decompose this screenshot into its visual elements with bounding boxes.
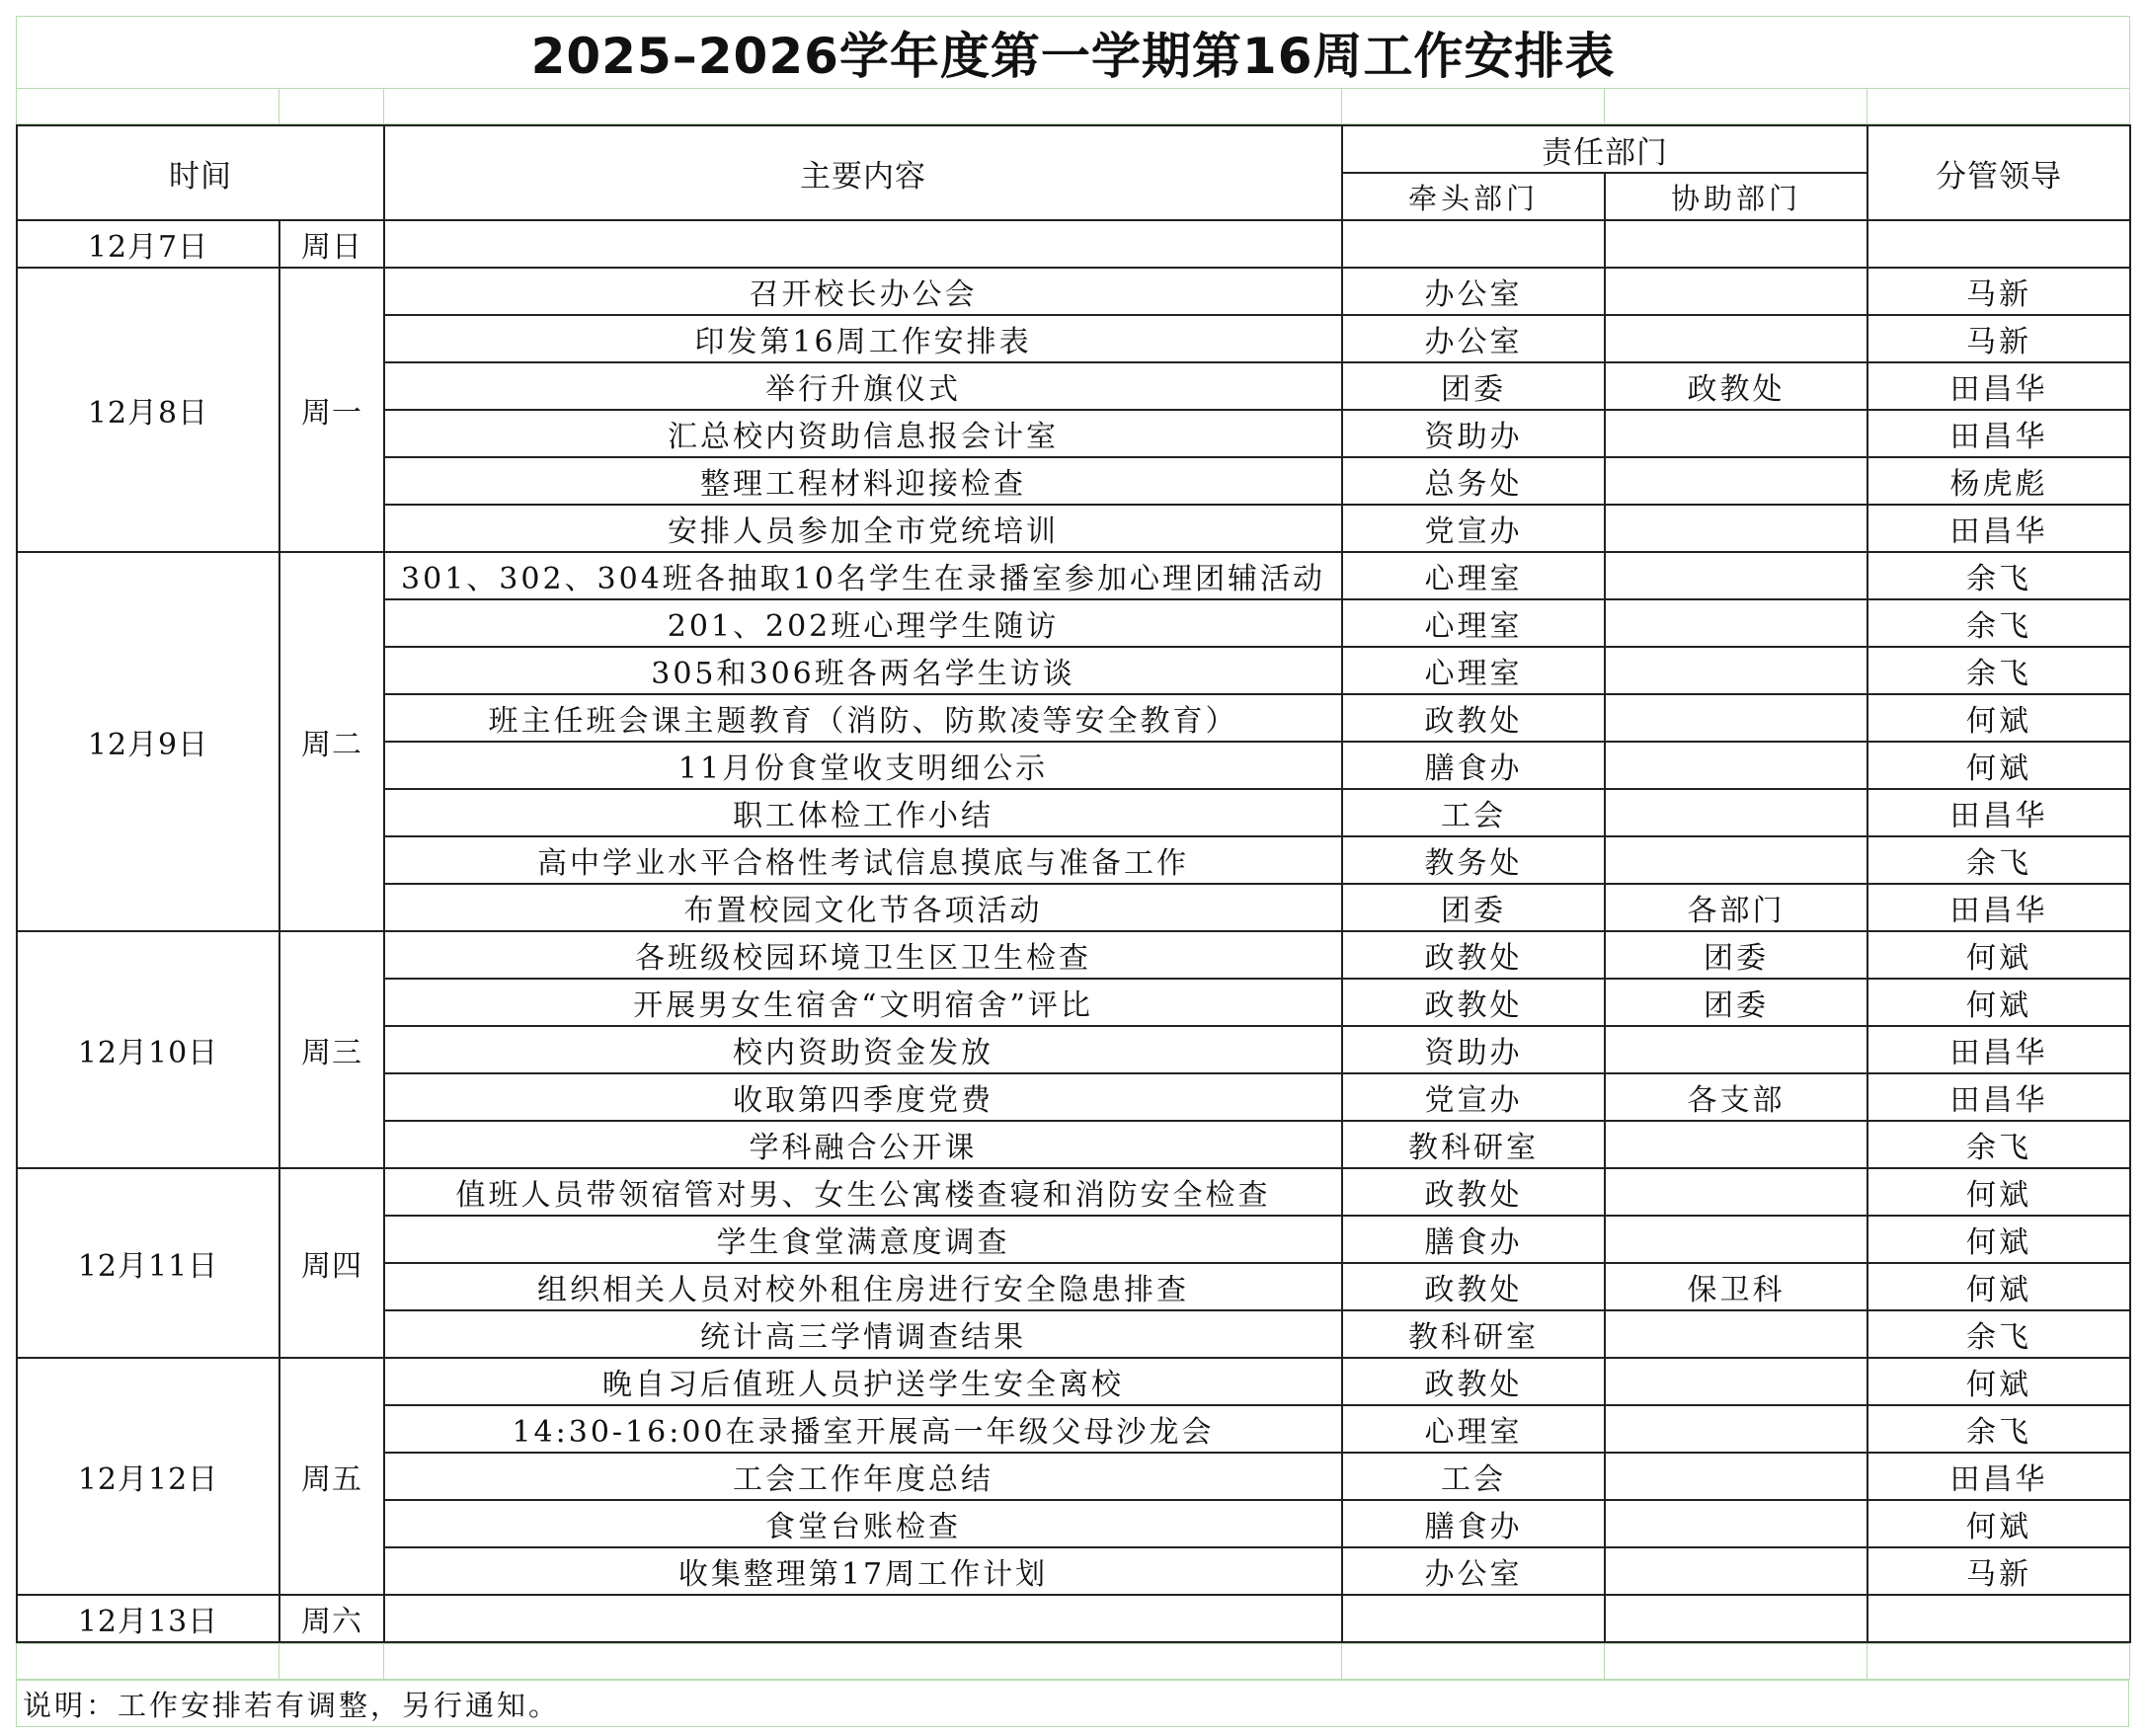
- task-content-cell: 校内资助资金发放: [384, 1026, 1342, 1073]
- task-content-cell: 组织相关人员对校外租住房进行安全隐患排查: [384, 1263, 1342, 1310]
- leader-cell: 田昌华: [1867, 884, 2130, 931]
- blank-cell: [1605, 89, 1867, 124]
- task-content-cell: [384, 1595, 1342, 1642]
- header-assist-dept: 协助部门: [1605, 173, 1867, 220]
- table-row: [17, 1168, 2130, 1216]
- blank-cell: [1867, 1644, 2130, 1680]
- blank-cell: [17, 89, 279, 124]
- table-row: [17, 1595, 2130, 1642]
- task-content-cell: 各班级校园环境卫生区卫生检查: [384, 931, 1342, 979]
- lead-dept-cell: 办公室: [1342, 1547, 1605, 1595]
- leader-cell: 何斌: [1867, 1358, 2130, 1405]
- assist-dept-cell: 各支部: [1605, 1073, 1867, 1121]
- task-content-cell: 收集整理第17周工作计划: [384, 1547, 1342, 1595]
- assist-dept-cell: [1605, 1310, 1867, 1358]
- lead-dept-cell: 政教处: [1342, 979, 1605, 1026]
- weekday-cell: 周二: [279, 552, 384, 931]
- leader-cell: 田昌华: [1867, 362, 2130, 410]
- leader-cell: 杨虎彪: [1867, 457, 2130, 505]
- lead-dept-cell: 政教处: [1342, 1263, 1605, 1310]
- weekday-cell: 周日: [279, 220, 384, 268]
- assist-dept-cell: [1605, 410, 1867, 457]
- date-cell: 12月13日: [17, 1595, 279, 1642]
- table-row: [17, 931, 2130, 979]
- date-cell: 12月10日: [17, 931, 279, 1168]
- lead-dept-cell: 心理室: [1342, 552, 1605, 599]
- weekday-cell: 周四: [279, 1168, 384, 1358]
- task-content-cell: 学生食堂满意度调查: [384, 1216, 1342, 1263]
- assist-dept-cell: [1605, 552, 1867, 599]
- leader-cell: 余飞: [1867, 1310, 2130, 1358]
- lead-dept-cell: 办公室: [1342, 268, 1605, 315]
- lead-dept-cell: 团委: [1342, 884, 1605, 931]
- lead-dept-cell: 党宣办: [1342, 505, 1605, 552]
- task-content-cell: 开展男女生宿舍“文明宿舍”评比: [384, 979, 1342, 1026]
- assist-dept-cell: [1605, 1168, 1867, 1216]
- blank-cell: [279, 89, 384, 124]
- date-cell: 12月9日: [17, 552, 279, 931]
- task-content-cell: 305和306班各两名学生访谈: [384, 647, 1342, 694]
- table-row: [17, 1358, 2130, 1405]
- leader-cell: 何斌: [1867, 931, 2130, 979]
- leader-cell: 余飞: [1867, 836, 2130, 884]
- blank-cell: [384, 1644, 1342, 1680]
- task-content-cell: 14:30-16:00在录播室开展高一年级父母沙龙会: [384, 1405, 1342, 1453]
- blank-cell: [1342, 1644, 1605, 1680]
- blank-cell: [1605, 1644, 1867, 1680]
- table-row: [17, 268, 2130, 315]
- leader-cell: 何斌: [1867, 742, 2130, 789]
- assist-dept-cell: [1605, 599, 1867, 647]
- task-content-cell: 布置校园文化节各项活动: [384, 884, 1342, 931]
- weekday-cell: 周五: [279, 1358, 384, 1595]
- leader-cell: 何斌: [1867, 979, 2130, 1026]
- table-row: [17, 220, 2130, 268]
- lead-dept-cell: 心理室: [1342, 1405, 1605, 1453]
- leader-cell: 余飞: [1867, 552, 2130, 599]
- weekday-cell: 周一: [279, 268, 384, 552]
- assist-dept-cell: [1605, 1216, 1867, 1263]
- schedule-table: [16, 124, 2131, 1643]
- task-content-cell: 职工体检工作小结: [384, 789, 1342, 836]
- blank-cell: [384, 89, 1342, 124]
- blank-cell: [17, 1644, 279, 1680]
- task-content-cell: 301、302、304班各抽取10名学生在录播室参加心理团辅活动: [384, 552, 1342, 599]
- lead-dept-cell: 总务处: [1342, 457, 1605, 505]
- assist-dept-cell: [1605, 789, 1867, 836]
- lead-dept-cell: 党宣办: [1342, 1073, 1605, 1121]
- lead-dept-cell: 膳食办: [1342, 742, 1605, 789]
- task-content-cell: 值班人员带领宿管对男、女生公寓楼查寝和消防安全检查: [384, 1168, 1342, 1216]
- blank-cell: [1342, 89, 1605, 124]
- task-content-cell: 收取第四季度党费: [384, 1073, 1342, 1121]
- lead-dept-cell: 团委: [1342, 362, 1605, 410]
- leader-cell: 余飞: [1867, 599, 2130, 647]
- leader-cell: 田昌华: [1867, 410, 2130, 457]
- task-content-cell: 举行升旗仪式: [384, 362, 1342, 410]
- leader-cell: 余飞: [1867, 1405, 2130, 1453]
- leader-cell: 何斌: [1867, 1216, 2130, 1263]
- header-leader: 分管领导: [1867, 125, 2130, 220]
- assist-dept-cell: [1605, 268, 1867, 315]
- assist-dept-cell: [1605, 505, 1867, 552]
- blank-cell: [1867, 89, 2130, 124]
- footer-note-table: [16, 1680, 2129, 1727]
- assist-dept-cell: 各部门: [1605, 884, 1867, 931]
- lead-dept-cell: 教科研室: [1342, 1310, 1605, 1358]
- task-content-cell: 安排人员参加全市党统培训: [384, 505, 1342, 552]
- assist-dept-cell: [1605, 220, 1867, 268]
- task-content-cell: 统计高三学情调查结果: [384, 1310, 1342, 1358]
- header-time: 时间: [17, 125, 384, 220]
- leader-cell: 马新: [1867, 1547, 2130, 1595]
- leader-cell: 何斌: [1867, 694, 2130, 742]
- footer-table: [16, 1643, 2130, 1680]
- assist-dept-cell: [1605, 1595, 1867, 1642]
- weekday-cell: 周三: [279, 931, 384, 1168]
- page-title: 2025–2026学年度第一学期第16周工作安排表: [17, 17, 2130, 89]
- task-content-cell: 高中学业水平合格性考试信息摸底与准备工作: [384, 836, 1342, 884]
- leader-cell: 何斌: [1867, 1168, 2130, 1216]
- leader-cell: 田昌华: [1867, 789, 2130, 836]
- leader-cell: 马新: [1867, 268, 2130, 315]
- header-responsible-dept: 责任部门: [1342, 125, 1867, 173]
- assist-dept-cell: [1605, 1500, 1867, 1547]
- lead-dept-cell: 政教处: [1342, 1168, 1605, 1216]
- assist-dept-cell: [1605, 836, 1867, 884]
- assist-dept-cell: [1605, 694, 1867, 742]
- leader-cell: 田昌华: [1867, 1026, 2130, 1073]
- lead-dept-cell: 资助办: [1342, 1026, 1605, 1073]
- assist-dept-cell: 团委: [1605, 931, 1867, 979]
- task-content-cell: 汇总校内资助信息报会计室: [384, 410, 1342, 457]
- date-cell: 12月11日: [17, 1168, 279, 1358]
- task-content-cell: 印发第16周工作安排表: [384, 315, 1342, 362]
- lead-dept-cell: 工会: [1342, 789, 1605, 836]
- task-content-cell: 工会工作年度总结: [384, 1453, 1342, 1500]
- task-content-cell: 整理工程材料迎接检查: [384, 457, 1342, 505]
- task-content-cell: [384, 220, 1342, 268]
- table-row: [17, 552, 2130, 599]
- leader-cell: 马新: [1867, 315, 2130, 362]
- date-cell: 12月8日: [17, 268, 279, 552]
- leader-cell: 余飞: [1867, 647, 2130, 694]
- leader-cell: 何斌: [1867, 1500, 2130, 1547]
- header-content: 主要内容: [384, 125, 1342, 220]
- lead-dept-cell: 办公室: [1342, 315, 1605, 362]
- assist-dept-cell: 保卫科: [1605, 1263, 1867, 1310]
- lead-dept-cell: 教务处: [1342, 836, 1605, 884]
- assist-dept-cell: [1605, 1026, 1867, 1073]
- leader-cell: 何斌: [1867, 1263, 2130, 1310]
- assist-dept-cell: [1605, 457, 1867, 505]
- leader-cell: [1867, 220, 2130, 268]
- assist-dept-cell: [1605, 742, 1867, 789]
- lead-dept-cell: 政教处: [1342, 694, 1605, 742]
- weekday-cell: 周六: [279, 1595, 384, 1642]
- task-content-cell: 11月份食堂收支明细公示: [384, 742, 1342, 789]
- task-content-cell: 学科融合公开课: [384, 1121, 1342, 1168]
- assist-dept-cell: [1605, 315, 1867, 362]
- lead-dept-cell: 心理室: [1342, 599, 1605, 647]
- lead-dept-cell: [1342, 1595, 1605, 1642]
- lead-dept-cell: 心理室: [1342, 647, 1605, 694]
- lead-dept-cell: 教科研室: [1342, 1121, 1605, 1168]
- leader-cell: 余飞: [1867, 1121, 2130, 1168]
- assist-dept-cell: [1605, 1547, 1867, 1595]
- leader-cell: 田昌华: [1867, 505, 2130, 552]
- assist-dept-cell: [1605, 647, 1867, 694]
- assist-dept-cell: [1605, 1405, 1867, 1453]
- task-content-cell: 班主任班会课主题教育（消防、防欺凌等安全教育）: [384, 694, 1342, 742]
- task-content-cell: 食堂台账检查: [384, 1500, 1342, 1547]
- task-content-cell: 晚自习后值班人员护送学生安全离校: [384, 1358, 1342, 1405]
- schedule-sheet: [16, 16, 2129, 1727]
- assist-dept-cell: [1605, 1121, 1867, 1168]
- lead-dept-cell: 膳食办: [1342, 1216, 1605, 1263]
- assist-dept-cell: 团委: [1605, 979, 1867, 1026]
- header-lead-dept: 牵头部门: [1342, 173, 1605, 220]
- date-cell: 12月7日: [17, 220, 279, 268]
- assist-dept-cell: [1605, 1358, 1867, 1405]
- lead-dept-cell: 资助办: [1342, 410, 1605, 457]
- leader-cell: 田昌华: [1867, 1453, 2130, 1500]
- leader-cell: 田昌华: [1867, 1073, 2130, 1121]
- assist-dept-cell: 政教处: [1605, 362, 1867, 410]
- lead-dept-cell: 政教处: [1342, 931, 1605, 979]
- leader-cell: [1867, 1595, 2130, 1642]
- lead-dept-cell: 工会: [1342, 1453, 1605, 1500]
- footer-note: 说明：工作安排若有调整，另行通知。: [17, 1681, 2129, 1727]
- date-cell: 12月12日: [17, 1358, 279, 1595]
- title-table: [16, 16, 2130, 124]
- lead-dept-cell: [1342, 220, 1605, 268]
- lead-dept-cell: 膳食办: [1342, 1500, 1605, 1547]
- lead-dept-cell: 政教处: [1342, 1358, 1605, 1405]
- task-content-cell: 召开校长办公会: [384, 268, 1342, 315]
- blank-cell: [279, 1644, 384, 1680]
- task-content-cell: 201、202班心理学生随访: [384, 599, 1342, 647]
- assist-dept-cell: [1605, 1453, 1867, 1500]
